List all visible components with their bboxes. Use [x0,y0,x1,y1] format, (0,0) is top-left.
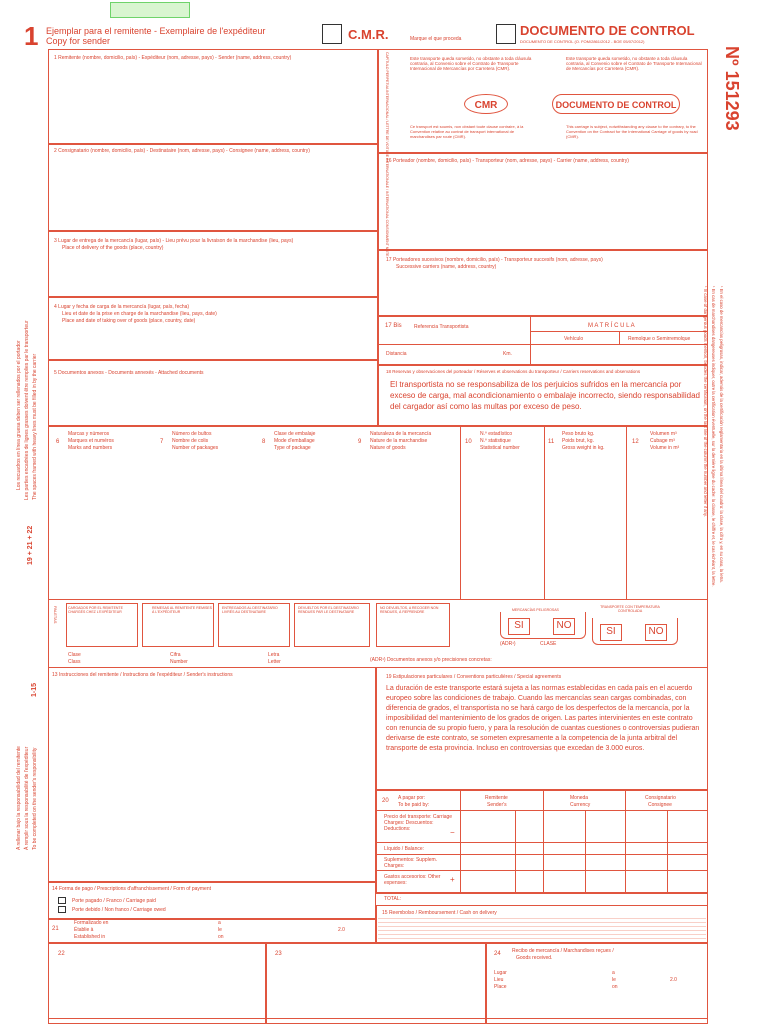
col-7-num: 7 [160,439,164,445]
f20-row-suplementos: Suplementos: Supplem. Charges: [384,857,438,869]
field-19-label: 19 Estipulaciones particulares / Conventions particulières / Special agreements [386,674,562,680]
goods-col-10-line [460,426,461,600]
field-14-label: 14 Forma de pago / Prescriptions d'affranchissement / Form of payment [52,886,211,892]
field-2-label: 2 Consignatario (nombre, domicilio, país) - Destinataire (nom, adresse, pays) - Consignee (name, address, country) [54,148,310,154]
field-16-label: 16 Porteador (nombre, domicilio, país) - Transporteur (nom, adresse, pays) - Carrier (name, address, country) [386,158,629,164]
consignee-col: Consignee [648,802,672,808]
field-20-num: 20 [382,798,389,804]
col-9-fr: Nature de la marchandise [370,438,428,444]
cmr-oval [464,94,508,114]
f21-year: 2.0 [338,927,345,933]
f24-year: 2.0 [670,977,677,983]
col-6-num: 6 [56,439,60,445]
cifra-label: Cifra [170,652,181,658]
col-8-es: Clase de embalaje [274,431,316,437]
f20-line-4 [376,893,708,894]
left-sidebar-text-2: Les parties encadrées de lignes grasses doivent être remplies par le transporteur [24,320,30,500]
temp-no-box[interactable]: NO [645,624,667,641]
col-10-en: Statistical number [480,445,520,451]
f20-col-f [667,810,668,893]
col-6-fr: Marques et numéros [68,438,114,444]
moneda-col: Moneda [570,795,589,801]
remolque-label: Remolque o Semirremolque [628,336,691,342]
f20-row-gastos: Gastos accesorios: Other expenses: [384,874,441,886]
field-24-text1: Recibo de mercancía / Marchandises reçues / [512,948,614,954]
goods-col-12-line [626,426,627,600]
col-9-en: Nature of goods [370,445,406,451]
f20-row-precio: Precio del transporte: Carriage Charges: Descuentos: Deductions: [384,814,453,832]
left-range-1-15: 1-15 [31,682,38,697]
f20-col-d [585,810,586,893]
cmr-intro-es: Este transporte queda sometido, no obstante a toda cláusula contraria, al Convenio sobre el Contrato de Transporte Internacional de Mercancías por Carretera (CMR). [410,56,532,71]
porte-debido-checkbox[interactable] [58,906,66,913]
col-6-en: Marks and numbers [68,445,113,451]
pallet-h3: ENTREGADOS AL DESTINATARIO LIVRÉS AU DESTINATAIRE [222,606,278,614]
field-22-sender-signature[interactable] [48,943,266,1024]
letra-label: Letra [268,652,280,658]
paletas-label: PALETAS [53,606,58,624]
col-12-fr: Cubage m³ [650,438,675,444]
field-3-label-b: Place of delivery of the goods (place, country) [62,245,164,251]
adr-no-box[interactable]: NO [553,618,575,635]
consignatario-col: Consignatario [645,795,676,801]
capitulo-vertical-text: CAPÍTULO PERPETUA INTERNACIONAL / LETTRE DE VOITURE INTERNATIONALE / INTERNATIONAL CONSIGNMENT NOTE [385,52,389,257]
field-4-label-a: 4 Lugar y fecha de carga de la mercancía (lugar, país, fecha) [54,304,190,310]
remitente-col: Remitente [485,795,508,801]
col-11-es: Peso bruto kg. [562,431,595,437]
distancia-label: Distancia [386,351,407,357]
field-24-num: 24 [494,951,501,957]
left-range-19-21-22: 19 + 21 + 22 [27,525,34,565]
f21-a: a [218,920,221,926]
adr-label: (ADR¹) [500,641,516,647]
porte-pagado-label: Porte pagado / Franco / Carriage paid [72,898,156,904]
left-sidebar-text-6: To be completed on the sender's responsibility [32,747,38,850]
f24-on: on [612,984,618,990]
copy-title-es-fr: Ejemplar para el remitente - Exemplaire de l'expéditeur [46,26,266,36]
field-13-instructions[interactable] [48,667,376,882]
f20-line-2 [376,854,708,855]
left-sidebar-text-5: À remplir sous la responsabilité de l'expéditeur [24,746,30,850]
field-24-text2: Goods received. [516,955,553,961]
adr-clase-label: CLASE [540,641,557,647]
copy-title-en: Copy for sender [46,36,111,46]
f21-le: le [218,927,222,933]
f20-line-3 [376,870,708,871]
pallet-h4: DEVUELTOS POR EL DESTINATARIO RENDUES PAR LE DESTINATAIRE [298,606,359,614]
f20-col-b [515,810,516,893]
cmr-oval-text: CMR [474,100,498,111]
field-23-num: 23 [275,951,282,957]
col-11-num: 11 [548,439,555,445]
col-7-en: Number of packages [172,445,219,451]
senders-col: Sender's [487,802,507,808]
f21-on: on [218,934,224,940]
left-sidebar-text-3: The spaces framed with heavy lines must be filled in by the carrier [32,353,38,500]
class-label-en: Class [68,659,81,665]
f20-plus: + [450,875,455,884]
right-footnote-1: ¹ En el caso de mercancías peligrosas, indicar, además de la certificación reglamentaria en la última línea del cuadro: la clase, la cifra y, en su caso, la letra. [719,286,724,583]
pallet-h2: REMESAS AL REMITENTE REMISES À L'EXPÉDITEUR [152,606,212,614]
f24-le: le [612,977,616,983]
field-23-carrier-signature[interactable] [266,943,486,1024]
left-sidebar-text-4: A rellenar bajo la responsabilidad del remitente [16,746,22,850]
col-12-es: Volumen m³ [650,431,677,437]
col-9-es: Naturaleza de la mercancía [370,431,432,437]
copy-number: 1 [24,21,39,51]
field-17-label-b: Successive carriers (name, address, country) [396,264,497,270]
col-10-num: 10 [465,439,472,445]
right-footnote-3: ¹ In case of dangerous goods mention, besides the certification, on the last line of the column the number and letter if any. [703,286,708,517]
field-13-label: 13 Instrucciones del remitente / Instructions de l'expéditeur / Sender's instructions [52,672,233,678]
col-6-es: Marcas y números [68,431,110,437]
field-1-label: 1 Remitente (nombre, domicilio, país) - Expéditeur (nom, adresse, pays) - Sender (name, address, country) [54,55,292,61]
17bis-row-line [378,344,708,345]
field-3-label-a: 3 Lugar de entrega de la mercancía (lugar, país) - Lieu prévu pour la livraison de la marchandise (lieu, pays) [54,238,294,244]
field-1-sender[interactable] [48,49,378,144]
cmr-label: C.M.R. [348,27,389,42]
field-18-label: 18 Reservas y observaciones del porteador / Réserves et observations du transporteur / Carriers reservations and observations [386,369,641,374]
col-12-en: Volume in m³ [650,445,680,451]
col-8-fr: Mode d'emballage [274,438,315,444]
ref-transportista-label: Referencia Transportista [414,324,469,330]
dc-oval [552,94,680,114]
porte-debido-label: Porte debido / Non franco / Carriage owed [72,907,166,913]
col-11-en: Gross weight in kg. [562,445,605,451]
vehiculo-label: Vehículo [564,336,584,342]
serial-number: Nº 151293 [722,46,742,131]
f20-line-1 [376,842,708,843]
left-sidebar-text-1: Los recuadros en línea gruesa deben ser rellenados por el portador [16,340,22,490]
dc-intro-en: This carriage is subject, notwithstanding any clause to the contrary, to the Convention on the Contract for the International Carriage of goods by road (CMR). [566,124,698,139]
pallet-h1: CARGADOS POR EL REMITENTE CHARGÉS CHEZ L'EXPÉDITEUR [68,606,123,614]
a-pagar-label: A pagar por: [398,795,426,801]
adr-bracket [500,612,586,639]
col-12-num: 12 [632,439,639,445]
to-be-paid-label: To be paid by: [398,802,430,808]
peligrosas-label: MERCANCÍAS PELIGROSAS [512,608,559,612]
adr-si-box[interactable]: SI [508,618,530,635]
place-label: Place [494,984,507,990]
matricula-label: M A T R Í C U L A [588,323,635,329]
field-5-label: 5 Documentos anexos - Documents annexés - Attached documents [54,370,204,376]
col-10-es: N.º estadístico [480,431,513,437]
field-19-text: La duración de este transporte estará sujeta a las normas establecidas en cada país en el acuerdo europeo sobre las condiciones de trabajo. Cuando las mercancías sean cargas combinadas, con diferencia de grados, el transportista no se hará cargo de los desperfectos de la mercancía, por la imposibilidad del mantenimiento de los grados de origen. Las partes intervinientes en este contrato con renuncia de su propio fuero, y para la resolución de cuantas cuestiones o controversias pudieran derivarse de este contrato, se someten expresamente a la competencia de la junta arbitral del transporte de esta provincia. Incluso en controversias que excedan de 3.000 euros. [386,685,700,752]
right-footnote-2: ¹ En cas de marchandises dangereuses indiquer, outre la certification éventuelle, sur la dernière ligne du cadre: la classe, le chiffre et, le cas échéant, la lettre. [711,286,716,587]
letter-label: Letter [268,659,281,665]
col-8-num: 8 [262,439,266,445]
temp-bracket [592,618,678,645]
vehicle-divider [619,331,620,344]
temperatura-label: TRANSPORTE CON TEMPERATURA CONTROLADA [600,605,660,613]
field-4-label-b: Lieu et date de la prise en charge de la marchandise (lieu, pays, date) [62,311,217,317]
f20-minus: − [450,828,455,837]
field-17bis-label: 17 Bis [385,323,402,329]
col-9-num: 9 [358,439,362,445]
doc-control-ref: DOCUMENTO DE CONTROL (O. FOM/2861/2012 - BOE 05/07/2012) [520,39,645,44]
f15-hatch [378,918,706,942]
porte-pagado-checkbox[interactable] [58,897,66,904]
col-11-fr: Poids brut, kg. [562,438,594,444]
col-8-en: Type of package [274,445,311,451]
km-label: Km. [503,351,512,357]
doc-control-checkbox[interactable] [496,24,516,44]
cmr-intro-fr: Ce transport est soumis, non obstant toute clause contraire, à la Convention relative au contrat de transport international de marchandises par route (CMR). [410,124,524,139]
field-2-consignee[interactable] [48,144,378,231]
field-16-carrier[interactable] [378,153,708,250]
mark-label: Marque el que proceda [410,36,462,42]
goods-table[interactable] [48,426,708,600]
f20-total: TOTAL: [384,896,402,902]
col-7-es: Número de bultos [172,431,212,437]
doc-control-title: DOCUMENTO DE CONTROL [520,23,695,38]
formalizado-label: Formalizado en [74,920,109,926]
col-10-fr: N.º statistique [480,438,511,444]
number-label: Number [170,659,188,665]
field-21-num: 21 [52,926,59,932]
goods-col-11-line [544,426,545,600]
dc-oval-text: DOCUMENTO DE CONTROL [555,100,677,110]
adr-docs-label: (ADR¹) Documentos anexos y/o precisiones concretas: [370,657,492,663]
col-7-fr: Nombre de colis [172,438,209,444]
field-4-label-c: Place and date of taking over of goods (place, country, date) [62,318,196,324]
field-18-text: El transportista no se responsabiliza de los perjuicios sufridos en la mercancía por exceso de carga, mal acondicionamiento o embalaje incorrecto, siendo responsabilidad del cargador así como las multas por exceso de peso. [390,380,700,411]
top-highlight [110,2,190,18]
temp-si-box[interactable]: SI [600,624,622,641]
pallet-h5: NO DEVUELTOS, A RECOGER NON RENDUES, À REPRENDRE [380,606,439,614]
field-15-label: 15 Reembolso / Remboursement / Cash on delivery [382,910,497,916]
clase-label: Clase [68,652,81,658]
established-label: Established in [74,934,106,940]
etabli-label: Établie à [74,927,94,933]
currency-col: Currency [570,802,591,808]
f20-row-liquido: Líquido / Balance: [384,846,425,852]
field-17-label-a: 17 Porteadores sucesivos (nombre, domicilio, país) - Transporteur succesifs (nom, adresse, pays) [386,257,603,263]
lugar-label: Lugar [494,970,507,976]
f24-a: a [612,970,615,976]
field-22-num: 22 [58,951,65,957]
lieu-label: Lieu [494,977,504,983]
cmr-checkbox[interactable] [322,24,342,44]
f20-header-line [376,810,708,811]
17bis-divider [530,316,531,365]
dc-intro-es: Este transporte queda sometido, no obstante a toda cláusula contraria, al Convenio sobre el Contrato de Transporte Internacional de Mercancías por Carretera (CMR). [566,56,702,71]
